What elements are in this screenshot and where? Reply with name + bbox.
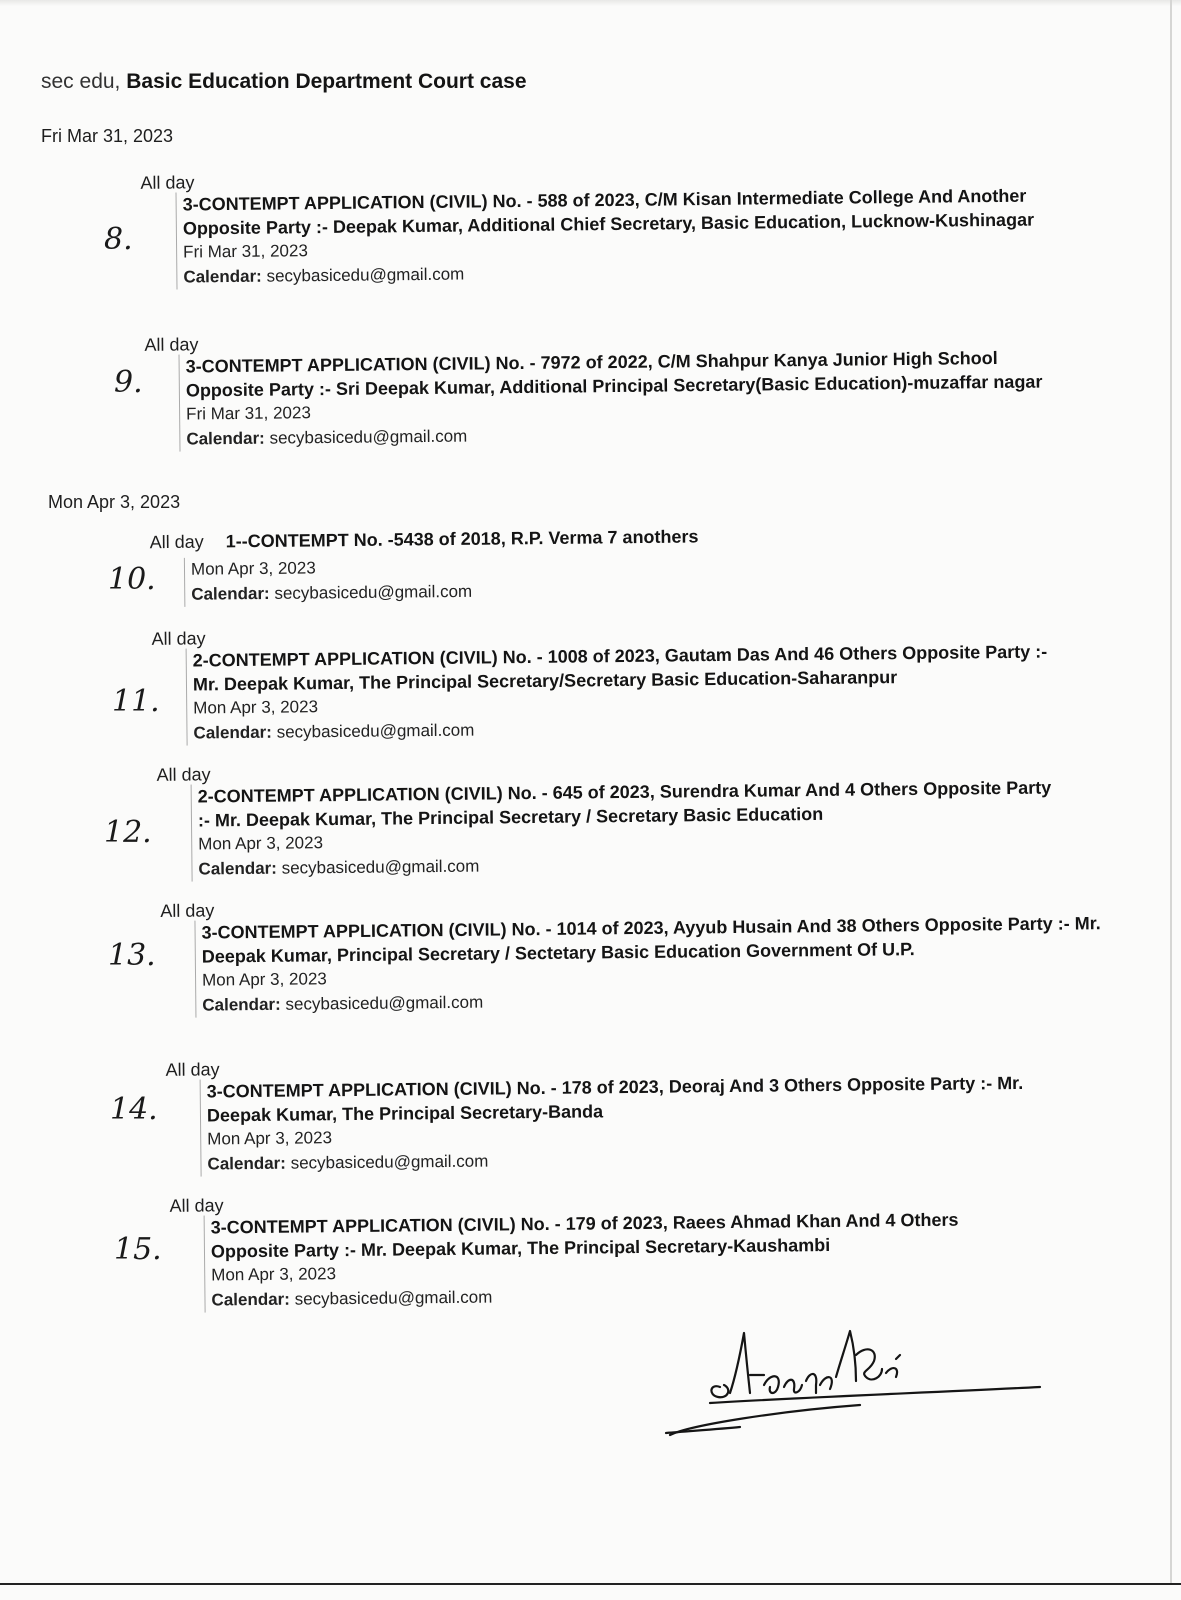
event-body [200, 1070, 1068, 1176]
handwritten-signature [660, 1315, 1050, 1445]
event-body [176, 183, 1074, 289]
handwritten-number: 15. [114, 1232, 162, 1267]
calendar-label: Calendar: [186, 428, 265, 449]
calendar-email: secybasicedu@gmail.com [290, 1151, 489, 1173]
handwritten-number: 12. [104, 815, 152, 850]
handwritten-number: 10. [108, 562, 156, 597]
all-day-label: All day [144, 334, 199, 355]
calendar-event [144, 325, 1085, 475]
title-prefix: sec edu, [41, 70, 121, 93]
calendar-event [151, 619, 1092, 749]
calendar-email: secybasicedu@gmail.com [269, 426, 468, 448]
title-main: Basic Education Department Court case [126, 70, 527, 93]
calendar-event [156, 755, 1097, 885]
event-date: Mon Apr 3, 2023 [190, 558, 316, 579]
all-day-label: All day [165, 1059, 220, 1080]
handwritten-number: 13. [108, 938, 156, 973]
calendar-event [160, 891, 1122, 1051]
calendar-event [169, 1186, 1110, 1316]
handwritten-number: 9. [114, 365, 143, 400]
scan-right-edge [1170, 0, 1172, 1583]
event-title: 3-CONTEMPT APPLICATION (CIVIL) No. - 179 of 2023, Raees Ahmad Khan And 4 Others Opposite Party :- Mr. Deepak Kumar, The Principal Secretary-Kaushambi [210, 1209, 959, 1262]
event-body [186, 639, 1074, 745]
handwritten-number: 11. [112, 684, 160, 719]
calendar-label: Calendar: [183, 266, 262, 287]
scan-bottom-edge [0, 1583, 1181, 1585]
calendar-event [140, 163, 1081, 313]
event-date: Mon Apr 3, 2023 [207, 1128, 333, 1149]
all-day-label: All day [149, 531, 204, 553]
calendar-event [165, 1050, 1106, 1180]
event-title: 3-CONTEMPT APPLICATION (CIVIL) No. - 1014 of 2023, Ayyub Husain And 38 Others Opposite Party :- Mr. Deepak Kumar, Principal Secretary / Sectetary Basic Education Government Of U.P. [201, 913, 1101, 967]
calendar-label: Calendar: [193, 722, 273, 743]
calendar-event [150, 524, 951, 612]
event-title: 3-CONTEMPT APPLICATION (CIVIL) No. - 7972 of 2022, C/M Shahpur Kanya Junior High School Opposite Party :- Sri Deepak Kumar, Additional Principal Secretary(Basic Education)-muzaffar nagar [185, 347, 1043, 401]
calendar-label: Calendar: [207, 1153, 287, 1174]
all-day-label: All day [160, 900, 215, 922]
event-title: 2-CONTEMPT APPLICATION (CIVIL) No. - 1008 of 2023, Gautam Das And 46 Others Opposite Party :- Mr. Deepak Kumar, The Principal Secretary/Secretary Basic Education-Saharanpur [192, 641, 1048, 695]
event-title: 1--CONTEMPT No. -5438 of 2018, R.P. Verma 7 anothers [225, 526, 699, 552]
all-day-label: All day [140, 172, 195, 193]
calendar-email: secybasicedu@gmail.com [276, 720, 475, 742]
event-title: 3-CONTEMPT APPLICATION (CIVIL) No. - 178 of 2023, Deoraj And 3 Others Opposite Party :- Mr. Deepak Kumar, The Principal Secretary-Banda [206, 1072, 1024, 1126]
event-body [184, 553, 691, 607]
calendar-email: secybasicedu@gmail.com [274, 581, 473, 603]
calendar-label: Calendar: [211, 1289, 291, 1310]
day-heading: Fri Mar 31, 2023 [41, 126, 174, 146]
calendar-label: Calendar: [198, 858, 278, 879]
all-day-label: All day [169, 1195, 224, 1216]
calendar-label: Calendar: [202, 994, 281, 1015]
event-title: 3-CONTEMPT APPLICATION (CIVIL) No. - 588 of 2023, C/M Kisan Intermediate College And Another Opposite Party :- Deepak Kumar, Additional Chief Secretary, Basic Education, Lucknow-Kushinagar [182, 185, 1035, 239]
event-date: Fri Mar 31, 2023 [186, 403, 311, 424]
event-title: 2-CONTEMPT APPLICATION (CIVIL) No. - 645 of 2023, Surendra Kumar And 4 Others Opposite Party :- Mr. Deepak Kumar, The Principal Secretary / Secretary Basic Education [197, 777, 1052, 831]
calendar-email: secybasicedu@gmail.com [285, 992, 484, 1014]
event-date: Fri Mar 31, 2023 [183, 241, 308, 262]
event-body [179, 345, 1067, 451]
event-calendar [191, 577, 691, 607]
day-heading: Mon Apr 3, 2023 [48, 492, 181, 512]
calendar-label: Calendar: [191, 583, 270, 604]
scan-top-edge [0, 0, 1181, 6]
handwritten-number: 14. [110, 1092, 158, 1127]
calendar-email: secybasicedu@gmail.com [294, 1287, 493, 1309]
document-title [41, 70, 527, 94]
event-body [191, 775, 1069, 881]
event-body [194, 911, 1102, 1017]
all-day-label: All day [156, 764, 211, 785]
event-date: Mon Apr 3, 2023 [201, 969, 327, 990]
calendar-email: secybasicedu@gmail.com [266, 264, 465, 286]
event-body [204, 1207, 1032, 1313]
calendar-email: secybasicedu@gmail.com [281, 856, 480, 878]
event-date: Mon Apr 3, 2023 [198, 833, 324, 854]
handwritten-number: 8. [104, 222, 133, 257]
event-date: Mon Apr 3, 2023 [193, 697, 319, 718]
event-date: Mon Apr 3, 2023 [211, 1264, 337, 1285]
all-day-label: All day [151, 628, 206, 649]
